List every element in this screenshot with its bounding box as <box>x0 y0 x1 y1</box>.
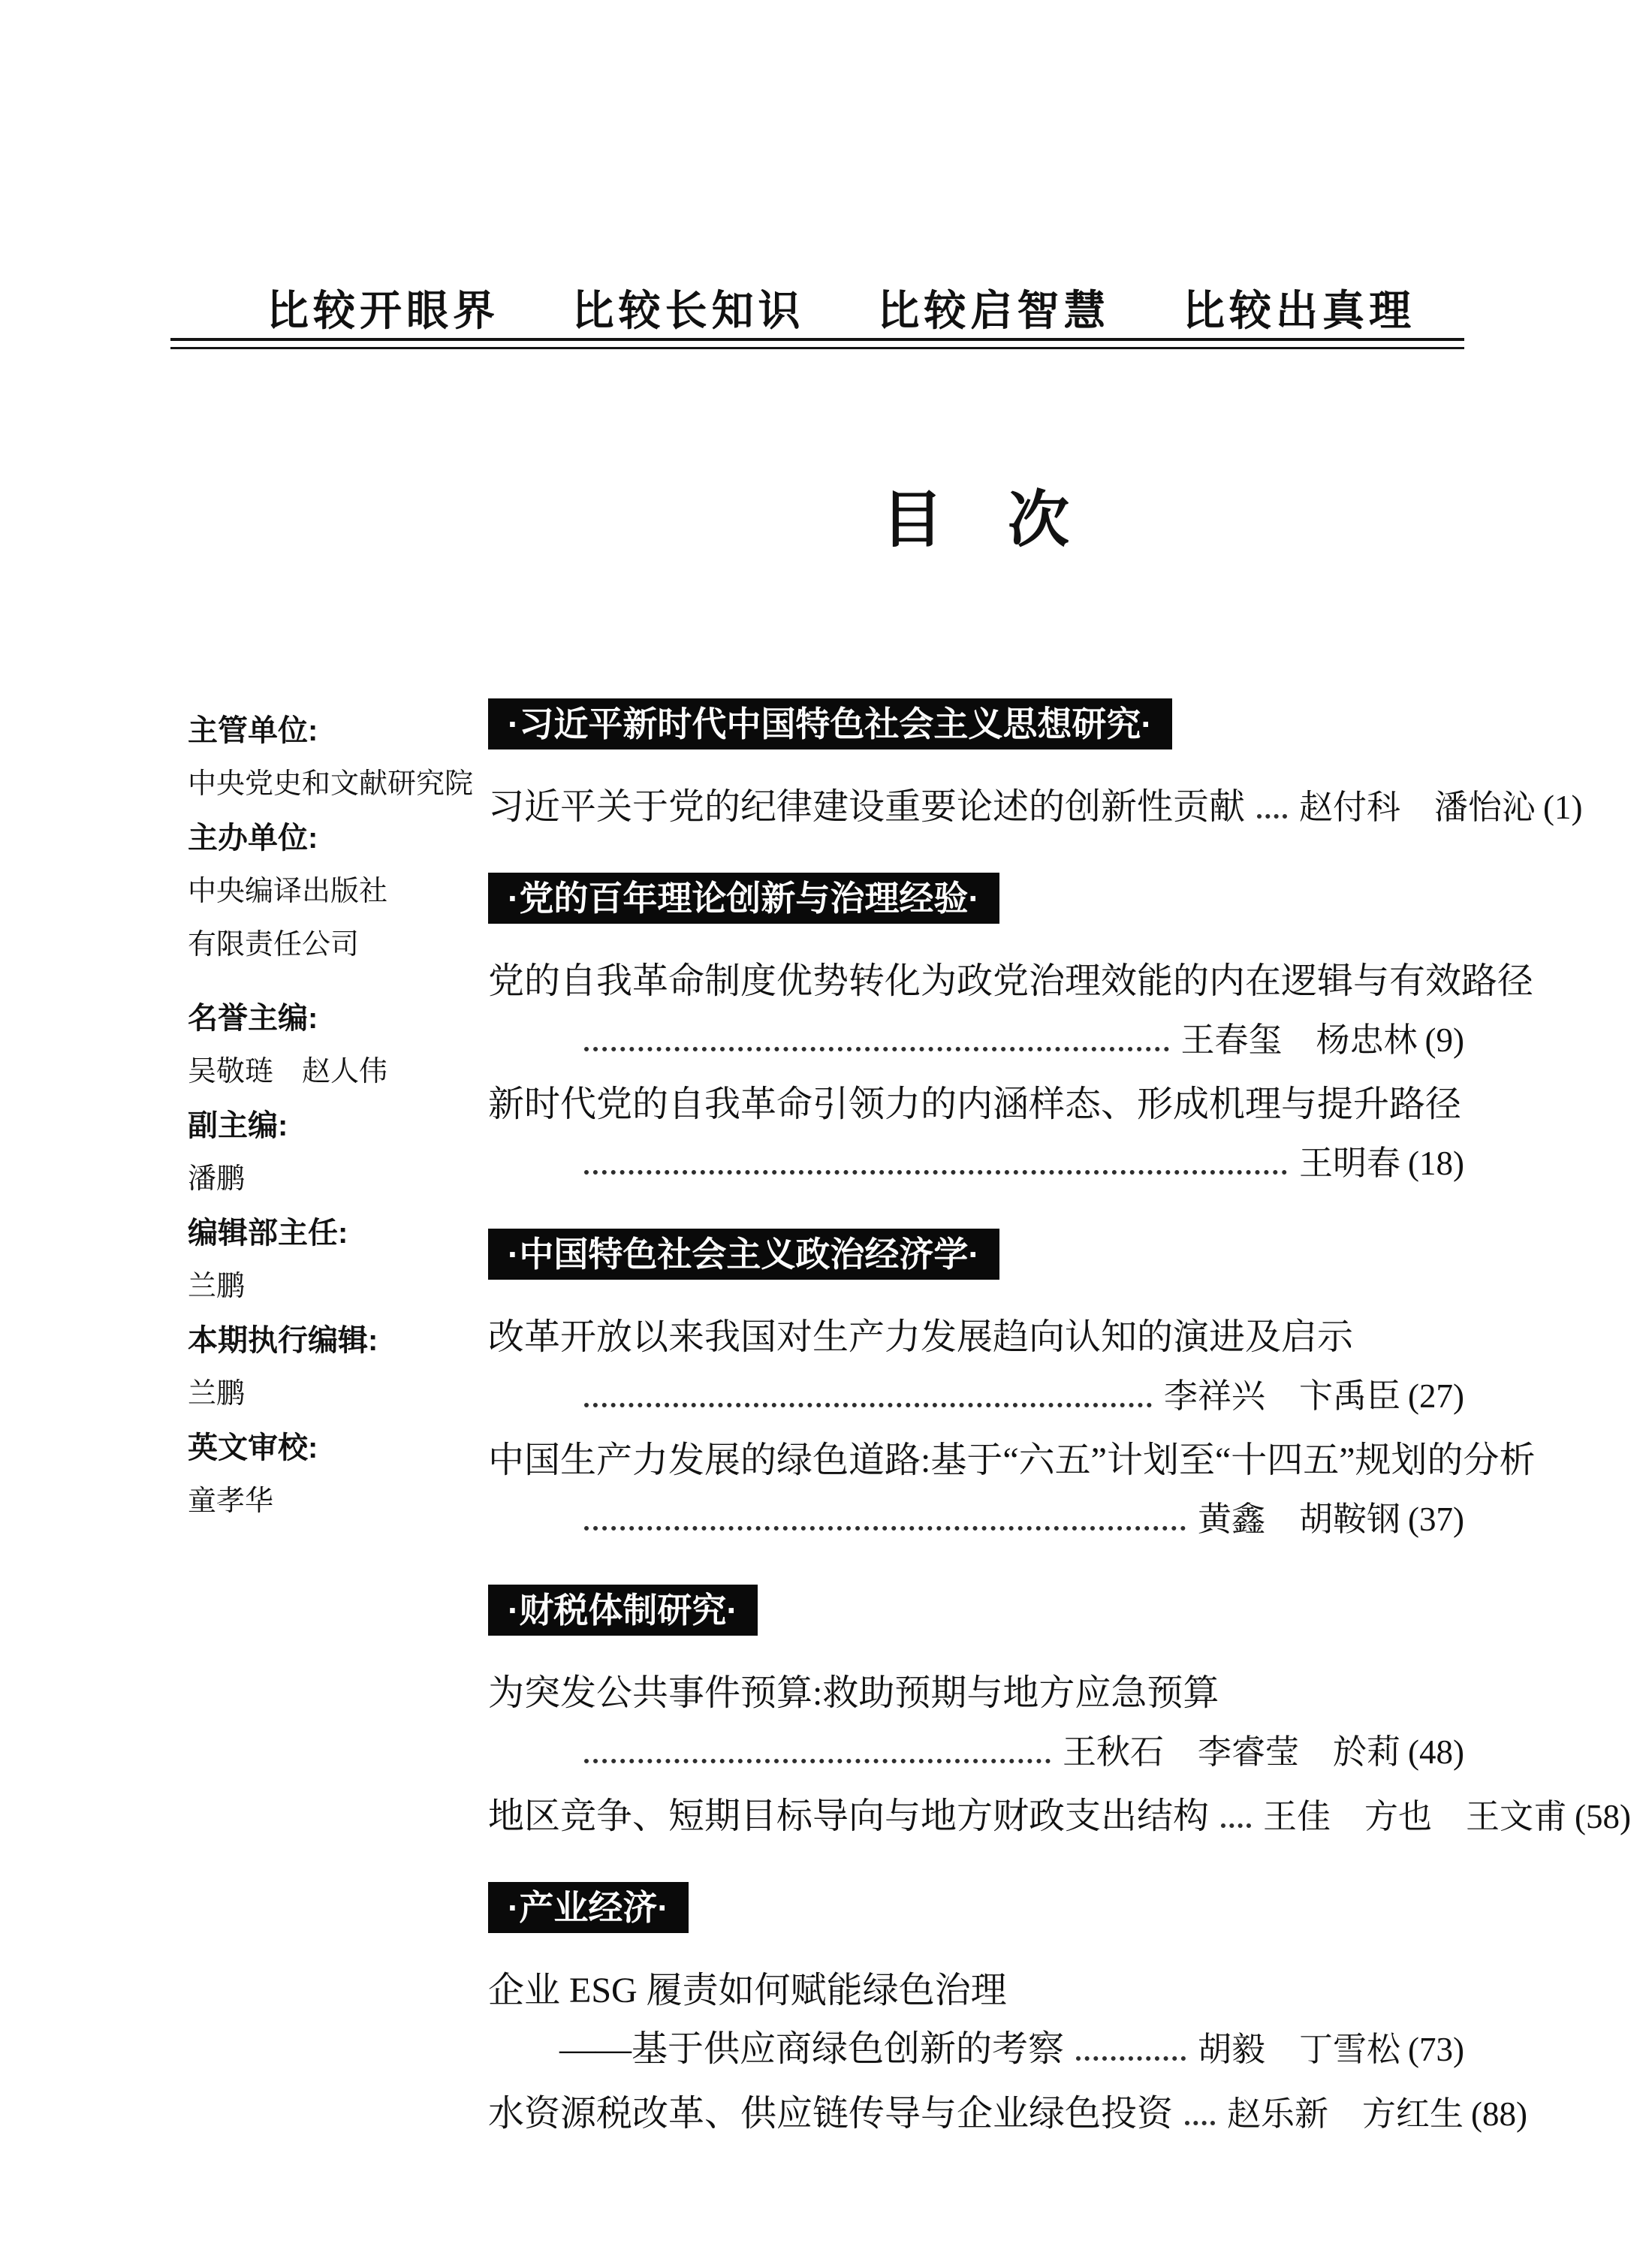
toc-page-number: (58) <box>1575 1798 1632 1835</box>
toc-entry-title: 为突发公共事件预算:救助预期与地方应急预算 <box>488 1673 1219 1713</box>
toc-page-number: (48) <box>1408 1733 1464 1771</box>
toc-page-number: (1) <box>1543 789 1583 826</box>
motto-phrase: 比较长知识 <box>571 287 805 334</box>
toc-entry-title: 水资源税改革、供应链传导与企业绿色投资 <box>488 2094 1174 2134</box>
toc-page-number: (9) <box>1424 1021 1464 1059</box>
masthead-label: 本期执行编辑: <box>188 1324 378 1357</box>
toc-authors: 王明春 <box>1299 1145 1401 1182</box>
toc-page-number: (27) <box>1408 1377 1464 1415</box>
toc-authors: 李祥兴 卞禹臣 <box>1164 1377 1401 1415</box>
masthead-value: 中央党史和文献研究院 <box>188 768 474 800</box>
toc-authors: 王佳 方也 王文甫 <box>1263 1798 1568 1835</box>
dot-leader <box>1076 2056 1186 2061</box>
toc-authors: 王春玺 杨忠林 <box>1180 1021 1418 1059</box>
toc-authors: 胡毅 丁雪松 <box>1198 2031 1401 2068</box>
toc-authors: 王秋石 李睿莹 於莉 <box>1063 1733 1401 1771</box>
dot-leader <box>584 1170 1287 1175</box>
dot-leader <box>584 1403 1152 1407</box>
toc-entry <box>488 1374 1464 1418</box>
masthead-group <box>188 1323 488 1411</box>
masthead-group <box>188 821 488 962</box>
toc-entry-subtitle: ——基于供应商绿色创新的考察 <box>559 2029 1065 2069</box>
toc-entry <box>488 1730 1464 1774</box>
dot-leader <box>1257 814 1287 819</box>
section-heading: ·习近平新时代中国特色社会主义思想研究· <box>488 698 1172 749</box>
toc-entry <box>488 1018 1464 1062</box>
double-rule-divider <box>170 338 1464 349</box>
page-title: 目 次 <box>881 486 1071 554</box>
masthead-value: 有限责任公司 <box>188 929 360 961</box>
masthead-label: 主管单位: <box>188 714 318 747</box>
header-motto <box>267 287 1415 335</box>
toc-entry-title: 习近平关于党的纪律建设重要论述的创新性贡献 <box>488 787 1246 827</box>
masthead-label: 英文审校: <box>188 1431 318 1464</box>
section-heading: ·中国特色社会主义政治经济学· <box>488 1229 999 1280</box>
masthead-value: 兰鹏 <box>188 1378 246 1410</box>
section-heading: ·党的百年理论创新与治理经验· <box>488 873 999 924</box>
section-heading: ·产业经济· <box>488 1882 689 1933</box>
toc-entry-title: 地区竞争、短期目标导向与地方财政支出结构 <box>488 1796 1210 1836</box>
masthead-group <box>188 1108 488 1196</box>
masthead-value: 中央编译出版社 <box>188 876 388 907</box>
motto-phrase: 比较出真理 <box>1182 287 1415 334</box>
toc-entry <box>488 2092 1528 2136</box>
masthead-value: 潘鹏 <box>188 1163 246 1195</box>
toc-entry <box>488 1795 1632 1838</box>
toc-entry-title: 企业 ESG 履责如何赋能绿色治理 <box>488 1971 1007 2010</box>
toc-column <box>488 698 1632 2157</box>
masthead-label: 副主编: <box>188 1109 288 1142</box>
toc-page-number: (37) <box>1408 1500 1464 1538</box>
masthead-label: 主办单位: <box>188 822 318 855</box>
masthead-sidebar <box>188 713 488 1538</box>
masthead-label: 名誉主编: <box>188 1002 318 1035</box>
toc-entry-title: 党的自我革命制度优势转化为政党治理效能的内在逻辑与有效路径 <box>488 961 1534 1001</box>
toc-entry-title: 改革开放以来我国对生产力发展趋向认知的演进及启示 <box>488 1317 1354 1357</box>
dot-leader <box>584 1526 1186 1531</box>
toc-entry <box>488 2028 1464 2071</box>
toc-page-number: (18) <box>1408 1145 1464 1182</box>
toc-entry-title: 新时代党的自我革命引领力的内涵样态、形成机理与提升路径 <box>488 1084 1462 1124</box>
dot-leader <box>1221 1823 1251 1828</box>
masthead-value: 兰鹏 <box>188 1271 246 1302</box>
masthead-group <box>188 1431 488 1519</box>
toc-entry <box>488 1497 1464 1541</box>
toc-entry <box>488 786 1583 829</box>
dot-leader <box>584 1047 1169 1051</box>
toc-authors: 黄鑫 胡鞍钢 <box>1198 1500 1401 1538</box>
toc-page-number: (88) <box>1471 2095 1528 2133</box>
section-heading: ·财税体制研究· <box>488 1585 758 1636</box>
toc-authors: 赵付科 潘怡沁 <box>1299 789 1536 826</box>
toc-entry-title: 中国生产力发展的绿色道路:基于“六五”计划至“十四五”规划的分析 <box>488 1440 1536 1480</box>
masthead-group <box>188 1216 488 1304</box>
dot-leader <box>1185 2121 1215 2125</box>
masthead-value: 童孝华 <box>188 1485 274 1517</box>
dot-leader <box>584 1759 1051 1763</box>
toc-entry <box>488 1142 1464 1185</box>
toc-page-number: (73) <box>1408 2031 1464 2068</box>
masthead-value: 吴敬琏 赵人伟 <box>188 1056 388 1087</box>
masthead-label: 编辑部主任: <box>188 1217 348 1250</box>
motto-phrase: 比较启智慧 <box>877 287 1111 334</box>
toc-authors: 赵乐新 方红生 <box>1227 2095 1464 2133</box>
masthead-group <box>188 713 488 801</box>
motto-phrase: 比较开眼界 <box>267 287 499 334</box>
masthead-group <box>188 1001 488 1089</box>
